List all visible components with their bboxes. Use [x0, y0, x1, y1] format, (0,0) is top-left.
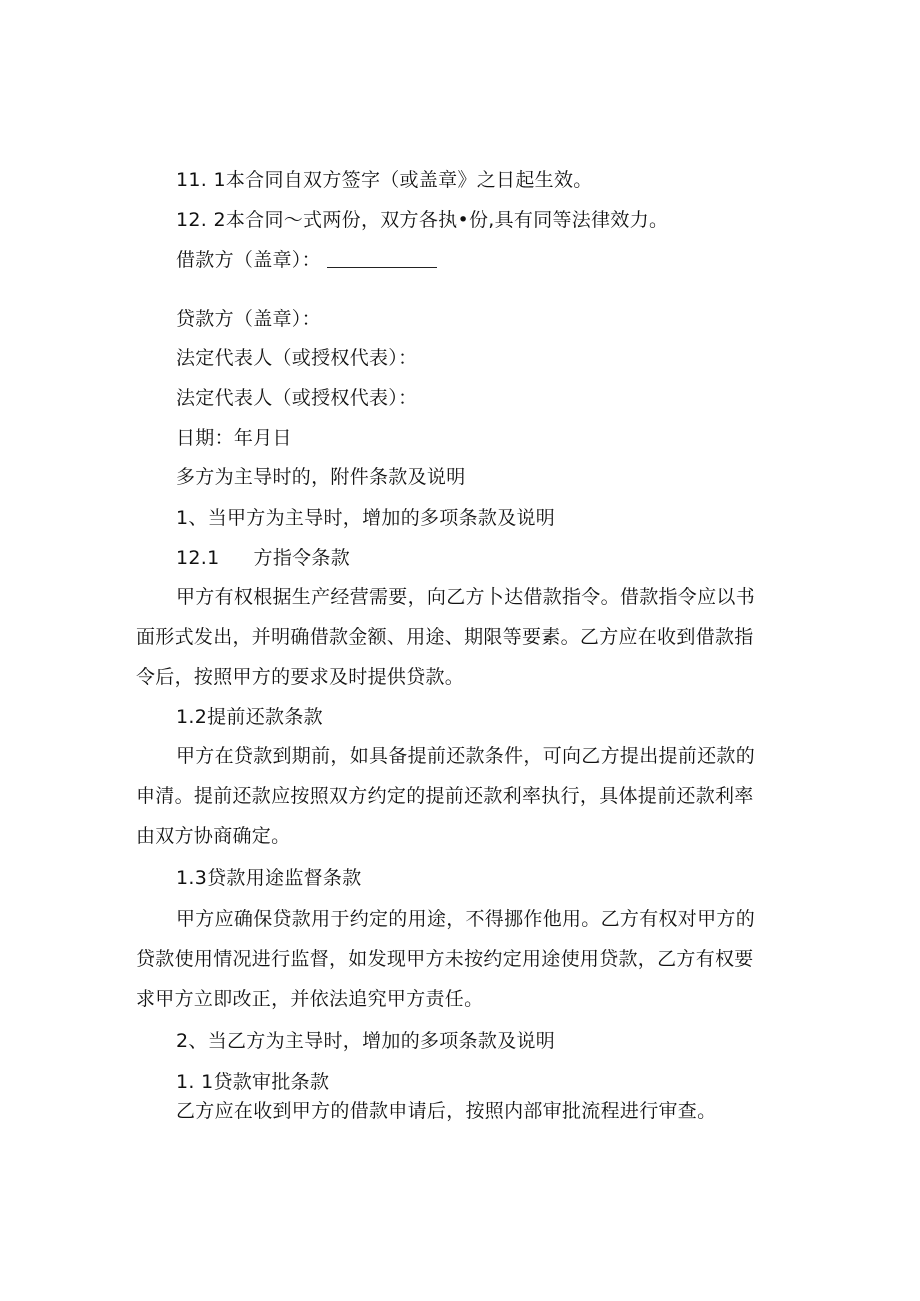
paragraph-line: 面形式发出，并明确借款金额、用途、期限等要素。乙方应在收到借款指	[136, 626, 754, 648]
borrower-seal-line	[176, 248, 437, 272]
paragraph-line: 贷款使用情况进行监督，如发现甲方未按约定用途使用贷款，乙方有权要	[136, 948, 754, 970]
appendix-title: 多方为主导时的，附件条款及说明	[176, 466, 466, 488]
paragraph-line: 令后，按照甲方的要求及时提供贷款。	[136, 666, 465, 688]
paragraph-line: 甲方应确保贷款用于约定的用途，不得挪作他用。乙方有权对甲方的	[176, 908, 756, 930]
clause-12-2: 12. 2本合同～式两份，双方各执•份,具有同等法律效力。	[176, 209, 669, 231]
section-2-title: 2、当乙方为主导时，增加的多项条款及说明	[176, 1030, 556, 1052]
paragraph-line: 甲方有权根据生产经营需要，向乙方卜达借款指令。借款指令应以书	[176, 586, 756, 608]
paragraph-line: 甲方在贷款到期前，如具备提前还款条件，可向乙方提出提前还款的	[176, 745, 756, 767]
clause-12-1-title: 方指令条款	[253, 547, 351, 569]
paragraph-line: 申清。提前还款应按照双方约定的提前还款利率执行，具体提前还款利率	[136, 785, 754, 807]
paragraph-line: 由双方协商确定。	[136, 825, 291, 847]
clause-12-1-heading	[176, 546, 350, 570]
legal-rep-line-2: 法定代表人（或授权代表）：	[176, 387, 418, 409]
lender-seal-label: 贷款方（盖章）：	[176, 308, 321, 330]
clause-2-1-title: 1. 1贷款审批条款	[176, 1071, 330, 1093]
clause-11-1: 11. 1本合同自双方签字（或盖章》之日起生效。	[176, 169, 593, 191]
borrower-seal-label: 借款方（盖章）：	[176, 249, 321, 271]
paragraph-line: 求甲方立即改正，并依法追究甲方责任。	[136, 988, 484, 1010]
date-line: 日期：年月日	[176, 427, 292, 449]
signature-blank	[327, 266, 437, 268]
section-1-title: 1、当甲方为主导时，增加的多项条款及说明	[176, 507, 556, 529]
clause-1-2-title: 1.2提前还款条款	[176, 706, 323, 728]
clause-12-1-number: 12.1	[176, 547, 220, 569]
legal-rep-line-1: 法定代表人（或授权代表）：	[176, 347, 418, 369]
clause-1-3-title: 1.3贷款用途监督条款	[176, 867, 362, 889]
paragraph-line: 乙方应在收到甲方的借款申请后，按照内部审批流程进行审查。	[176, 1100, 717, 1122]
